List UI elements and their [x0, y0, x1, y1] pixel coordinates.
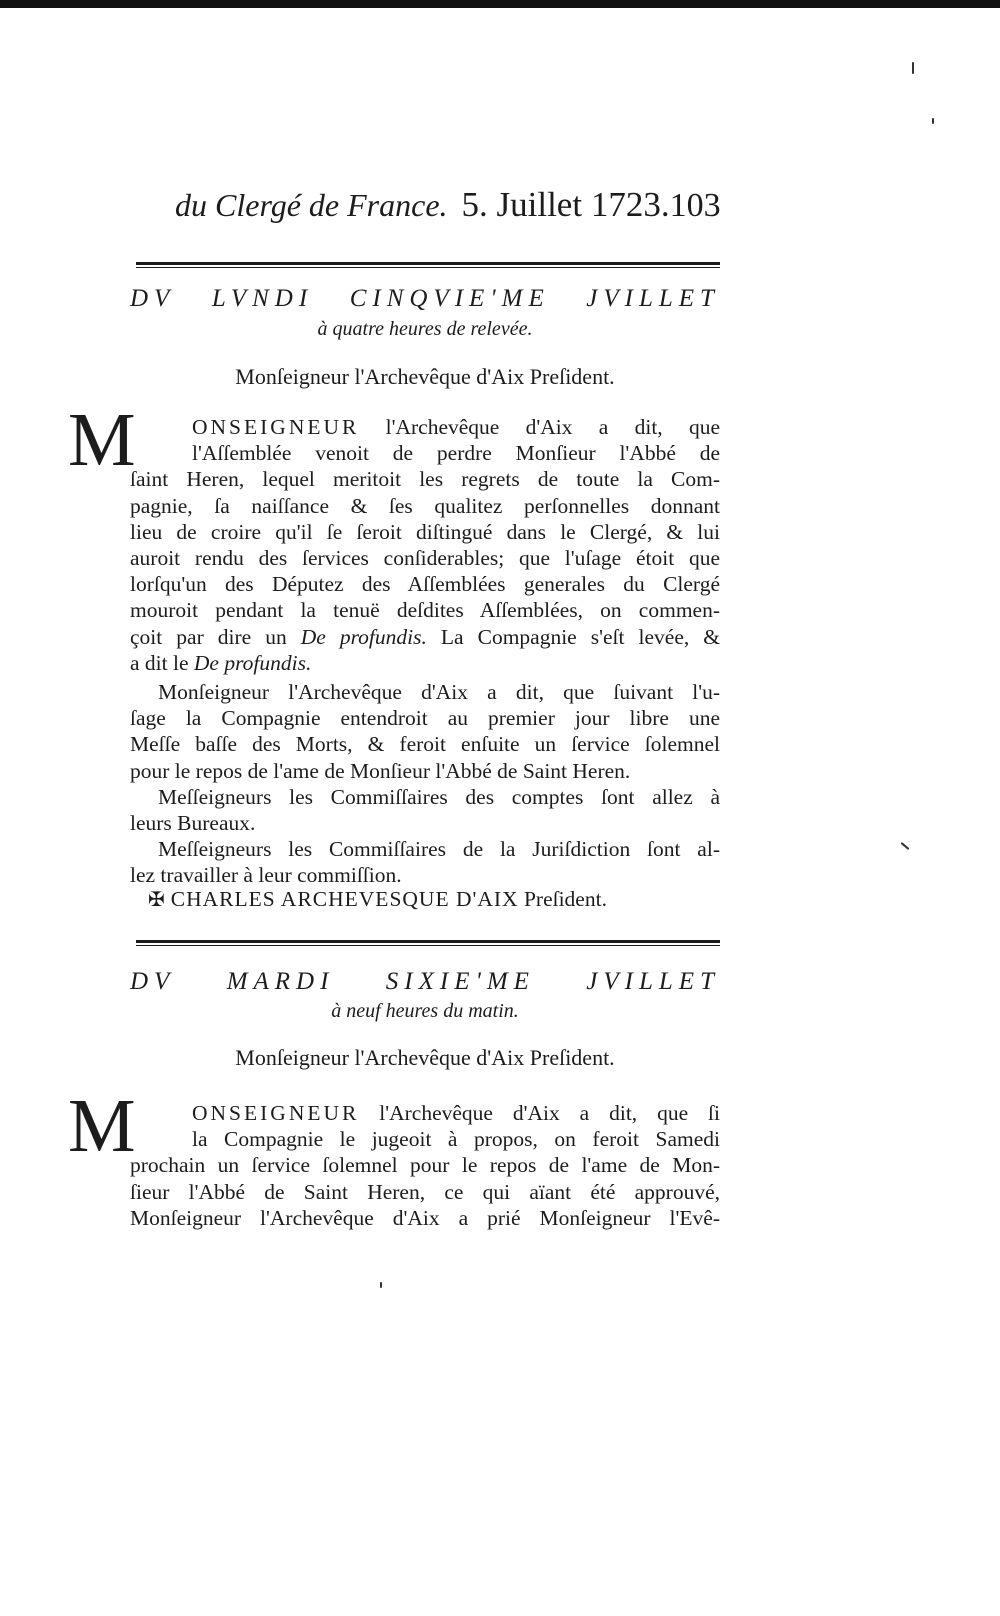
text-run: a dit le [130, 650, 194, 675]
title-word: MARDI [226, 968, 335, 995]
text-line: ſaint Heren, lequel meritoit les regrets de toute la Com- [130, 467, 720, 492]
book-page [68, 0, 721, 1616]
title-word: DV [130, 968, 176, 995]
title-word: JVILLET [586, 285, 720, 312]
page-number: 103 [669, 187, 721, 224]
text-line: mouroit pendant la tenuë deſdites Aſſemblées, on commen- [130, 598, 720, 623]
text-line: auroit rendu des ſervices conſiderables; que l'uſage étoit que [130, 546, 720, 571]
running-head-date: 5. Juillet 1723. [461, 185, 670, 224]
text-line [130, 624, 720, 650]
session-title-tuesday [130, 968, 720, 996]
session-subtitle-monday: à quatre heures de relevée. [317, 318, 533, 340]
signature-line [148, 887, 720, 912]
signature-name: CHARLES ARCHEVESQUE D'AIX [170, 887, 519, 911]
running-head-title: du Clergé de France. [175, 187, 448, 223]
president-line-monday: Monſeigneur l'Archevêque d'Aix Preſident. [235, 364, 615, 389]
session-subtitle-tuesday: à neuf heures du matin. [331, 1000, 519, 1022]
text-line: lieu de croire qu'il ſe ſeroit diſtingué dans le Clergé, & lui [130, 519, 720, 544]
paragraph-monday-1 [68, 398, 720, 676]
title-word: SIXIE'ME [385, 968, 535, 995]
text-line: Monſeigneur l'Archevêque d'Aix a prié Monſeigneur l'Evê- [130, 1205, 720, 1230]
session-title-monday [130, 285, 720, 313]
text-line: leurs Bureaux. [130, 811, 256, 836]
president-line-tuesday: Monſeigneur l'Archevêque d'Aix Preſident. [235, 1045, 615, 1070]
text-line: Meſſeigneurs les Commiſſaires de la Juriſdiction ſont al- [158, 837, 720, 861]
drop-cap: M [68, 1084, 136, 1168]
text-line: la Compagnie le jugeoit à propos, on feroit Samedi [192, 1127, 720, 1152]
text-line: pagnie, ſa naiſſance & ſes qualitez perſonnelles donnant [130, 493, 720, 518]
text-run: çoit par dire un [130, 624, 301, 649]
cross-icon: ✠ [148, 889, 165, 911]
text-line: ſage la Compagnie entendroit au premier jour libre une [130, 706, 720, 731]
text-line: Monſeigneur l'Archevêque d'Aix a dit, que ſuivant l'u- [158, 680, 720, 704]
paragraph-monday-2 [130, 679, 720, 784]
scan-speck [912, 62, 914, 74]
title-word: CINQVIE'ME [349, 285, 550, 312]
text-line: l'Archevêque d'Aix a dit, que ſi [359, 1101, 720, 1125]
text-line: l'Archevêque d'Aix a dit, que [359, 415, 720, 439]
section-rule [136, 940, 720, 943]
paragraph-monday-4 [130, 836, 720, 888]
title-word: LVNDI [211, 285, 314, 312]
paragraph-tuesday-1 [68, 1084, 720, 1231]
scan-speck [932, 118, 934, 124]
latin-phrase: De profundis. [193, 650, 312, 675]
text-line: Meſſe baſſe des Morts, & feroit enſuite un ſervice ſolemnel [130, 732, 720, 757]
text-line: Meſſeigneurs les Commiſſaires des comptes ſont allez à [158, 785, 720, 809]
text-line [130, 650, 720, 676]
small-caps-word: ONSEIGNEUR [192, 1101, 360, 1125]
text-run: La Compagnie s'eſt levée, & [426, 624, 720, 649]
drop-cap: M [68, 398, 136, 482]
title-word: JVILLET [586, 968, 720, 995]
scan-speck [380, 1282, 382, 1288]
running-head [175, 185, 720, 225]
text-line: l'Aſſemblée venoit de perdre Monſieur l'Abbé de [192, 441, 720, 466]
text-line: lez travailler à leur commiſſion. [130, 863, 402, 888]
text-line: prochain un ſervice ſolemnel pour le repos de l'ame de Mon- [130, 1153, 720, 1178]
small-caps-word: ONSEIGNEUR [192, 415, 360, 439]
section-rule [136, 262, 720, 265]
scan-speck [901, 842, 910, 850]
paragraph-monday-3 [130, 784, 720, 836]
text-line: ſieur l'Abbé de Saint Heren, ce qui aïant été approuvé, [130, 1179, 720, 1204]
latin-phrase: De profundis. [300, 624, 427, 649]
text-line: pour le repos de l'ame de Monſieur l'Abbé de Saint Heren. [130, 758, 631, 783]
text-line: lorſqu'un des Députez des Aſſemblées generales du Clergé [130, 572, 720, 597]
title-word: DV [130, 285, 176, 312]
signature-role: Preſident. [523, 887, 607, 911]
